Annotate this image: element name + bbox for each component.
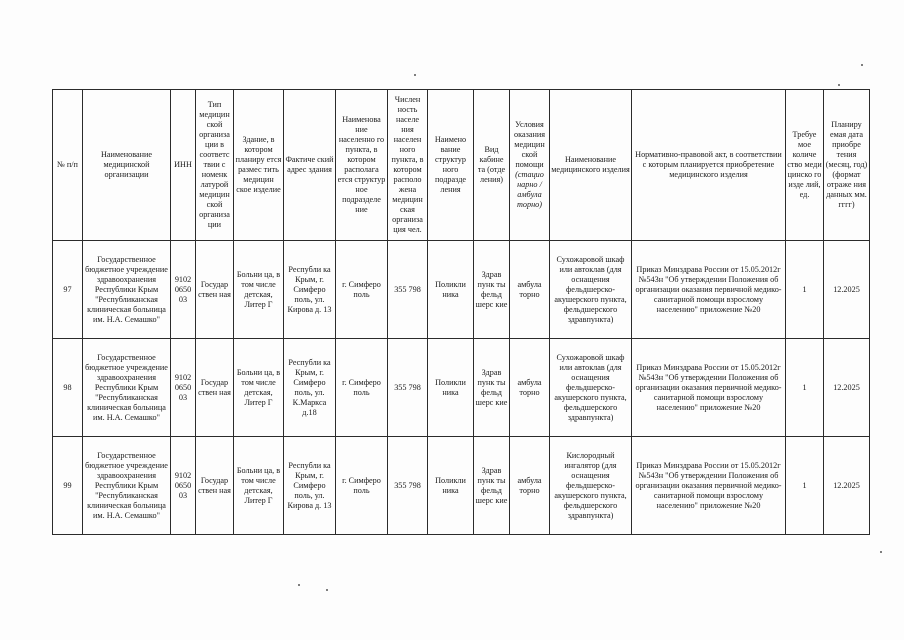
cell-unit: Поликли ника <box>428 339 474 437</box>
header-unit: Наимено вание структур ного подразде ления <box>428 90 474 241</box>
cell-num: 98 <box>53 339 83 437</box>
header-row <box>53 90 870 241</box>
cell-device: Сухожаровой шкаф или автоклав (для оснащения фельдшерско-акушерского пункта, фельдшерского здравпункта) <box>550 339 632 437</box>
cell-org: Государственное бюджетное учреждение здравоохранения Республики Крым "Республиканская клиническая больница им. Н.А. Семашко" <box>83 241 171 339</box>
cell-room: Здрав пунк ты фельд шерс кие <box>474 437 510 535</box>
cell-settlement: г. Симферо поль <box>336 241 388 339</box>
cell-org: Государственное бюджетное учреждение здравоохранения Республики Крым "Республиканская клиническая больница им. Н.А. Семашко" <box>83 339 171 437</box>
cell-date: 12.2025 <box>824 339 870 437</box>
cell-unit: Поликли ника <box>428 437 474 535</box>
cell-settlement: г. Симферо поль <box>336 437 388 535</box>
header-device: Наименование медицинского изделия <box>550 90 632 241</box>
cell-qty: 1 <box>786 241 824 339</box>
scan-speck <box>298 584 300 586</box>
cell-conditions: амбула торно <box>510 339 550 437</box>
cell-room: Здрав пунк ты фельд шерс кие <box>474 241 510 339</box>
cell-room: Здрав пунк ты фельд шерс кие <box>474 339 510 437</box>
equipment-plan-table <box>52 89 870 535</box>
scan-speck <box>838 84 840 86</box>
cell-unit: Поликли ника <box>428 241 474 339</box>
scan-speck <box>861 64 863 66</box>
header-address: Фактиче ский адрес здания <box>284 90 336 241</box>
cell-qty: 1 <box>786 339 824 437</box>
scan-speck <box>326 589 328 591</box>
cell-qty: 1 <box>786 437 824 535</box>
cell-population: 355 798 <box>388 241 428 339</box>
header-type: Тип медицин ской организа ции в соответс твии с номенк латурой медицин ской организа ции <box>196 90 234 241</box>
header-date: Планиру емая дата приобре тения (месяц, год) (формат отраже ния данных мм. гггг) <box>824 90 870 241</box>
cell-act: Приказ Минздрава России от 15.05.2012г №543н "Об утверждении Положения об организации оказания первичной медико-санитарной помощи взрослому населению" приложение №20 <box>632 437 786 535</box>
header-org: Наименование медицинской организации <box>83 90 171 241</box>
header-conditions-note: (стацио нарно / амбула торно) <box>515 170 544 209</box>
header-conditions <box>510 90 550 241</box>
cell-inn: 9102 0650 03 <box>171 437 196 535</box>
header-conditions-main: Условия оказания медицин ской помощи <box>514 120 545 169</box>
cell-population: 355 798 <box>388 437 428 535</box>
cell-date: 12.2025 <box>824 241 870 339</box>
cell-type: Государ ствен ная <box>196 339 234 437</box>
cell-settlement: г. Симферо поль <box>336 339 388 437</box>
header-inn: ИНН <box>171 90 196 241</box>
table-row <box>53 437 870 535</box>
cell-act: Приказ Минздрава России от 15.05.2012г №543н "Об утверждении Положения об организации оказания первичной медико-санитарной помощи взрослому населению" приложение №20 <box>632 241 786 339</box>
table-row <box>53 339 870 437</box>
cell-address: Республи ка Крым, г. Симферо поль, ул. Кирова д. 13 <box>284 437 336 535</box>
cell-num: 97 <box>53 241 83 339</box>
cell-date: 12.2025 <box>824 437 870 535</box>
header-act: Нормативно-правовой акт, в соответствии с которым планируется приобретение медицинского изделия <box>632 90 786 241</box>
cell-num: 99 <box>53 437 83 535</box>
cell-building: Больни ца, в том числе детская, Литер Г <box>234 339 284 437</box>
cell-address: Республи ка Крым, г. Симферо поль, ул. К.Маркса д.18 <box>284 339 336 437</box>
cell-org: Государственное бюджетное учреждение здравоохранения Республики Крым "Республиканская клиническая больница им. Н.А. Семашко" <box>83 437 171 535</box>
header-room: Вид кабине та (отде ления) <box>474 90 510 241</box>
cell-device: Сухожаровой шкаф или автоклав (для оснащения фельдшерско-акушерского пункта, фельдшерского здравпункта) <box>550 241 632 339</box>
header-settlement: Наименова ние населенно го пункта, в котором располага ется структур ное подразделе ние <box>336 90 388 241</box>
header-building: Здание, в котором планиру ется размес тить медицин ское изделие <box>234 90 284 241</box>
scan-speck <box>880 551 882 553</box>
cell-conditions: амбула торно <box>510 437 550 535</box>
table-row <box>53 241 870 339</box>
header-qty: Требуе мое количе ство меди цинско го изде лий, ед. <box>786 90 824 241</box>
header-num: № п/п <box>53 90 83 241</box>
cell-inn: 9102 0650 03 <box>171 241 196 339</box>
cell-act: Приказ Минздрава России от 15.05.2012г №543н "Об утверждении Положения об организации оказания первичной медико-санитарной помощи взрослому населению" приложение №20 <box>632 339 786 437</box>
cell-building: Больни ца, в том числе детская, Литер Г <box>234 241 284 339</box>
cell-device: Кислородный ингалятор (для оснащения фельдшерско-акушерского пункта, фельдшерского здравпункта) <box>550 437 632 535</box>
cell-inn: 9102 0650 03 <box>171 339 196 437</box>
cell-conditions: амбула торно <box>510 241 550 339</box>
scan-speck <box>414 74 416 76</box>
cell-type: Государ ствен ная <box>196 437 234 535</box>
cell-address: Республи ка Крым, г. Симферо поль, ул. Кирова д. 13 <box>284 241 336 339</box>
cell-population: 355 798 <box>388 339 428 437</box>
cell-building: Больни ца, в том числе детская, Литер Г <box>234 437 284 535</box>
cell-type: Государ ствен ная <box>196 241 234 339</box>
header-population: Числен ность населе ния населен ного пункта, в котором располо жена медицин ская организа ция чел. <box>388 90 428 241</box>
